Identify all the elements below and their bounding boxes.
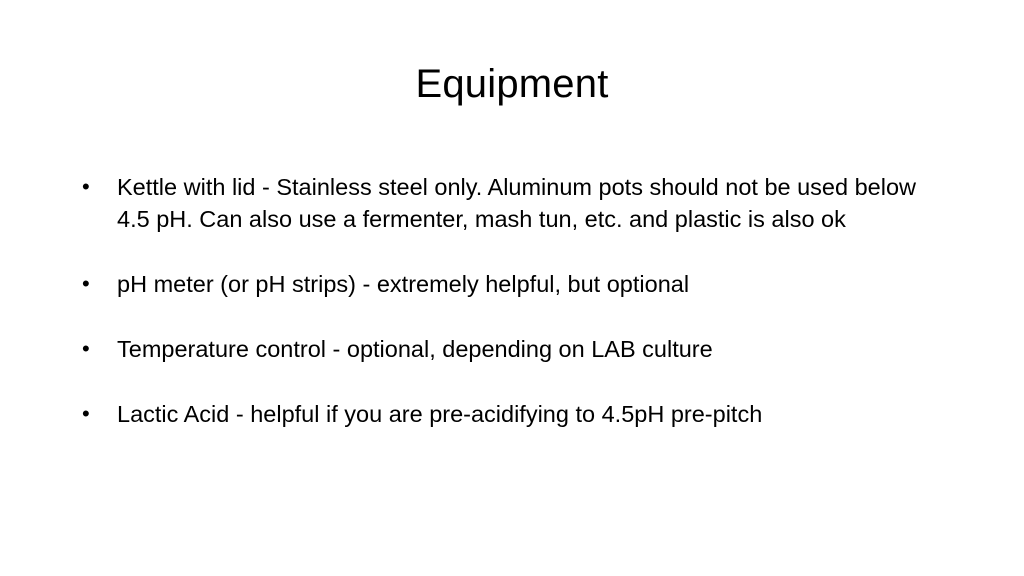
bullet-text: Kettle with lid - Stainless steel only. Aluminum pots should not be used below 4.5 pH. Can also use a fermenter, mash tun, etc. and plastic is also ok [117,174,916,232]
bullet-item-ph-meter [82,268,942,300]
slide-title: Equipment [415,62,609,106]
bullet-text: pH meter (or pH strips) - extremely helpful, but optional [117,271,690,297]
bullet-icon: • [82,336,90,361]
bullet-text: Lactic Acid - helpful if you are pre-acidifying to 4.5pH pre-pitch [117,401,763,427]
bullet-item-lactic-acid [82,398,942,430]
bullet-text: Temperature control - optional, depending on LAB culture [117,336,713,362]
bullet-list [82,171,942,463]
bullet-icon: • [82,401,90,426]
bullet-icon: • [82,174,90,199]
bullet-item-temperature-control [82,333,942,365]
bullet-icon: • [82,271,90,296]
bullet-item-kettle [82,171,942,235]
